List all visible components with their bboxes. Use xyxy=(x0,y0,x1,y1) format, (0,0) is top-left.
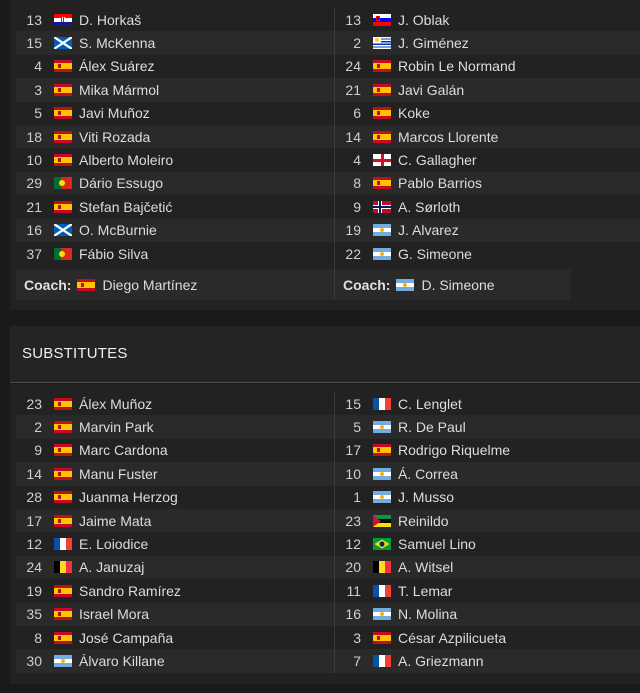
lineup-row xyxy=(16,8,334,31)
spain-flag-icon xyxy=(54,608,72,620)
substitute-row xyxy=(335,392,640,415)
player-name-link[interactable]: Álvaro Killane xyxy=(79,652,165,669)
lineup-row xyxy=(335,242,640,265)
away-lineup-list xyxy=(334,8,640,300)
substitutes-panel xyxy=(10,384,640,684)
substitute-row xyxy=(16,486,334,509)
portugal-flag-icon xyxy=(54,177,72,189)
spain-flag-icon xyxy=(54,585,72,597)
substitute-row xyxy=(335,439,640,462)
substitute-row xyxy=(335,509,640,532)
spain-flag-icon xyxy=(54,107,72,119)
lineup-row xyxy=(335,31,640,54)
player-name-link[interactable]: Rodrigo Riquelme xyxy=(398,442,511,459)
lineup-row xyxy=(16,102,334,125)
spain-flag-icon xyxy=(54,398,72,410)
shirt-number: 30 xyxy=(26,652,42,669)
lineup-row xyxy=(16,55,334,78)
substitute-row xyxy=(335,415,640,438)
shirt-number: 3 xyxy=(353,629,361,646)
substitute-row xyxy=(335,532,640,555)
shirt-number: 15 xyxy=(345,395,361,412)
shirt-number: 1 xyxy=(353,489,361,506)
shirt-number: 17 xyxy=(345,442,361,459)
spain-flag-icon xyxy=(373,107,391,119)
shirt-number: 19 xyxy=(26,582,42,599)
lineup-row xyxy=(16,242,334,265)
player-name-link[interactable]: A. Januzaj xyxy=(79,559,145,576)
shirt-number: 7 xyxy=(353,652,361,669)
shirt-number: 11 xyxy=(346,582,361,599)
spain-flag-icon xyxy=(54,468,72,480)
shirt-number: 12 xyxy=(345,536,361,553)
player-name-link[interactable]: Jaime Mata xyxy=(79,512,152,529)
spain-flag-icon xyxy=(54,60,72,72)
shirt-number: 14 xyxy=(26,465,42,482)
spain-flag-icon xyxy=(54,154,72,166)
player-name-link[interactable]: Marc Cardona xyxy=(79,442,168,459)
spain-flag-icon xyxy=(373,131,391,143)
player-name-link[interactable]: Koke xyxy=(398,105,430,122)
belgium-flag-icon xyxy=(54,561,72,573)
shirt-number: 9 xyxy=(34,442,42,459)
shirt-number: 6 xyxy=(353,105,361,122)
lineup-row xyxy=(335,102,640,125)
france-flag-icon xyxy=(54,538,72,550)
player-name-link[interactable]: Á. Correa xyxy=(398,465,458,482)
player-name-link[interactable]: Robin Le Normand xyxy=(398,58,516,75)
shirt-number: 2 xyxy=(34,419,42,436)
coach-label: Coach: xyxy=(24,276,72,293)
player-name-link[interactable]: Fábio Silva xyxy=(79,245,149,262)
substitute-row xyxy=(335,579,640,602)
player-name-link[interactable]: César Azpilicueta xyxy=(398,629,507,646)
shirt-number: 18 xyxy=(26,128,42,145)
player-name-link[interactable]: A. Witsel xyxy=(398,559,454,576)
player-name-link[interactable]: S. McKenna xyxy=(79,35,156,52)
player-name-link[interactable]: José Campaña xyxy=(79,629,174,646)
spain-flag-icon xyxy=(54,632,72,644)
substitute-row xyxy=(16,392,334,415)
player-name-link[interactable]: Reinildo xyxy=(398,512,449,529)
mozambique-flag-icon xyxy=(373,515,391,527)
shirt-number: 28 xyxy=(26,489,42,506)
spain-flag-icon xyxy=(54,131,72,143)
france-flag-icon xyxy=(373,398,391,410)
player-name-link[interactable]: Javi Muñoz xyxy=(79,105,150,122)
lineup-row xyxy=(335,8,640,31)
croatia-flag-icon xyxy=(54,14,72,26)
shirt-number: 12 xyxy=(26,536,42,553)
spain-flag-icon xyxy=(54,444,72,456)
spain-flag-icon xyxy=(54,421,72,433)
spain-flag-icon xyxy=(77,279,95,291)
scotland-flag-icon xyxy=(54,37,72,49)
player-name-link[interactable]: Álex Muñoz xyxy=(79,395,153,412)
argentina-flag-icon xyxy=(373,608,391,620)
lineup-row xyxy=(335,78,640,101)
shirt-number: 24 xyxy=(345,58,361,75)
spain-flag-icon xyxy=(373,60,391,72)
shirt-number: 35 xyxy=(26,606,42,623)
norway-flag-icon xyxy=(373,201,391,213)
player-name-link[interactable]: T. Lemar xyxy=(398,582,453,599)
shirt-number: 16 xyxy=(26,222,42,239)
shirt-number: 23 xyxy=(26,395,42,412)
substitute-row xyxy=(335,603,640,626)
player-name-link[interactable]: J. Oblak xyxy=(398,11,450,28)
scotland-flag-icon xyxy=(54,224,72,236)
shirt-number: 21 xyxy=(26,198,42,215)
argentina-flag-icon xyxy=(373,224,391,236)
substitute-row xyxy=(16,509,334,532)
player-name-link[interactable]: Marvin Park xyxy=(79,419,154,436)
shirt-number: 8 xyxy=(34,629,42,646)
spain-flag-icon xyxy=(373,632,391,644)
home-substitutes-list xyxy=(16,392,334,673)
lineup-row xyxy=(16,219,334,242)
lineup-row xyxy=(335,219,640,242)
substitute-row xyxy=(16,415,334,438)
player-name-link[interactable]: Israel Mora xyxy=(79,606,150,623)
spain-flag-icon xyxy=(54,515,72,527)
shirt-number: 3 xyxy=(34,81,42,98)
player-name-link[interactable]: Marcos Llorente xyxy=(398,128,499,145)
argentina-flag-icon xyxy=(54,655,72,667)
shirt-number: 19 xyxy=(345,222,361,239)
coach-row xyxy=(335,269,571,300)
shirt-number: 9 xyxy=(353,198,361,215)
argentina-flag-icon xyxy=(373,421,391,433)
lineup-row xyxy=(16,195,334,218)
shirt-number: 5 xyxy=(34,105,42,122)
shirt-number: 10 xyxy=(26,152,42,169)
substitute-row xyxy=(335,556,640,579)
shirt-number: 23 xyxy=(345,512,361,529)
uruguay-flag-icon xyxy=(373,37,391,49)
substitute-row xyxy=(16,532,334,555)
player-name-link[interactable]: J. Alvarez xyxy=(398,222,459,239)
player-name-link[interactable]: J. Giménez xyxy=(398,35,469,52)
lineup-row xyxy=(16,148,334,171)
player-name-link[interactable]: R. De Paul xyxy=(398,419,466,436)
substitute-row xyxy=(16,649,334,672)
substitute-row xyxy=(16,556,334,579)
spain-flag-icon xyxy=(54,201,72,213)
shirt-number: 14 xyxy=(345,128,361,145)
player-name-link[interactable]: Samuel Lino xyxy=(398,536,476,553)
argentina-flag-icon xyxy=(373,491,391,503)
player-name-link[interactable]: E. Loiodice xyxy=(79,536,149,553)
shirt-number: 4 xyxy=(353,152,361,169)
player-name-link[interactable]: Mika Mármol xyxy=(79,81,160,98)
portugal-flag-icon xyxy=(54,248,72,260)
player-name-link[interactable]: Manu Fuster xyxy=(79,465,158,482)
spain-flag-icon xyxy=(54,84,72,96)
substitute-row xyxy=(335,626,640,649)
shirt-number: 20 xyxy=(345,559,361,576)
player-name-link[interactable]: D. Horkaš xyxy=(79,11,142,28)
england-flag-icon xyxy=(373,154,391,166)
player-name-link[interactable]: J. Musso xyxy=(398,489,455,506)
shirt-number: 15 xyxy=(26,35,42,52)
player-name-link[interactable]: Alberto Moleiro xyxy=(79,152,174,169)
substitute-row xyxy=(335,462,640,485)
away-substitutes-list xyxy=(334,392,640,673)
argentina-flag-icon xyxy=(396,279,414,291)
lineup-row xyxy=(335,172,640,195)
player-name-link[interactable]: N. Molina xyxy=(398,606,458,623)
slovenia-flag-icon xyxy=(373,14,391,26)
lineup-row xyxy=(335,55,640,78)
spain-flag-icon xyxy=(373,444,391,456)
substitute-row xyxy=(335,649,640,672)
shirt-number: 8 xyxy=(353,175,361,192)
argentina-flag-icon xyxy=(373,468,391,480)
substitute-row xyxy=(16,626,334,649)
france-flag-icon xyxy=(373,655,391,667)
player-name-link[interactable]: Stefan Bajčetić xyxy=(79,198,173,215)
coach-row xyxy=(16,269,334,300)
player-name-link[interactable]: C. Lenglet xyxy=(398,395,462,412)
player-name-link[interactable]: G. Simeone xyxy=(398,245,472,262)
coach-name-link[interactable]: D. Simeone xyxy=(421,276,495,293)
spain-flag-icon xyxy=(373,84,391,96)
shirt-number: 37 xyxy=(26,245,42,262)
shirt-number: 5 xyxy=(353,419,361,436)
shirt-number: 29 xyxy=(26,175,42,192)
lineup-row xyxy=(16,125,334,148)
shirt-number: 22 xyxy=(345,245,361,262)
player-name-link[interactable]: O. McBurnie xyxy=(79,222,157,239)
substitutes-title: SUBSTITUTES xyxy=(22,345,128,362)
shirt-number: 4 xyxy=(34,58,42,75)
brazil-flag-icon xyxy=(373,538,391,550)
substitute-row xyxy=(335,486,640,509)
shirt-number: 2 xyxy=(353,35,361,52)
substitute-row xyxy=(16,439,334,462)
shirt-number: 24 xyxy=(26,559,42,576)
player-name-link[interactable]: Dário Essugo xyxy=(79,175,164,192)
player-name-link[interactable]: Viti Rozada xyxy=(79,128,151,145)
lineup-row xyxy=(335,148,640,171)
france-flag-icon xyxy=(373,585,391,597)
lineup-row xyxy=(16,172,334,195)
substitute-row xyxy=(16,603,334,626)
player-name-link[interactable]: C. Gallagher xyxy=(398,152,477,169)
player-name-link[interactable]: A. Griezmann xyxy=(398,652,484,669)
player-name-link[interactable]: Pablo Barrios xyxy=(398,175,483,192)
shirt-number: 17 xyxy=(26,512,42,529)
spain-flag-icon xyxy=(54,491,72,503)
home-lineup-list xyxy=(16,8,334,300)
spain-flag-icon xyxy=(373,177,391,189)
lineup-row xyxy=(335,195,640,218)
coach-name-link[interactable]: Diego Martínez xyxy=(102,276,198,293)
lineup-row xyxy=(16,31,334,54)
lineup-row xyxy=(16,78,334,101)
player-name-link[interactable]: A. Sørloth xyxy=(398,198,461,215)
lineup-row xyxy=(335,125,640,148)
substitutes-header xyxy=(10,326,640,383)
substitute-row xyxy=(16,579,334,602)
argentina-flag-icon xyxy=(373,248,391,260)
player-name-link[interactable]: Javi Galán xyxy=(398,81,465,98)
substitute-row xyxy=(16,462,334,485)
player-name-link[interactable]: Álex Suárez xyxy=(79,58,155,75)
player-name-link[interactable]: Sandro Ramírez xyxy=(79,582,181,599)
shirt-number: 10 xyxy=(345,465,361,482)
shirt-number: 13 xyxy=(26,11,42,28)
shirt-number: 13 xyxy=(345,11,361,28)
coach-label: Coach: xyxy=(343,276,391,293)
player-name-link[interactable]: Juanma Herzog xyxy=(79,489,178,506)
shirt-number: 21 xyxy=(345,81,361,98)
lineups-panel xyxy=(10,0,640,310)
belgium-flag-icon xyxy=(373,561,391,573)
shirt-number: 16 xyxy=(345,606,361,623)
